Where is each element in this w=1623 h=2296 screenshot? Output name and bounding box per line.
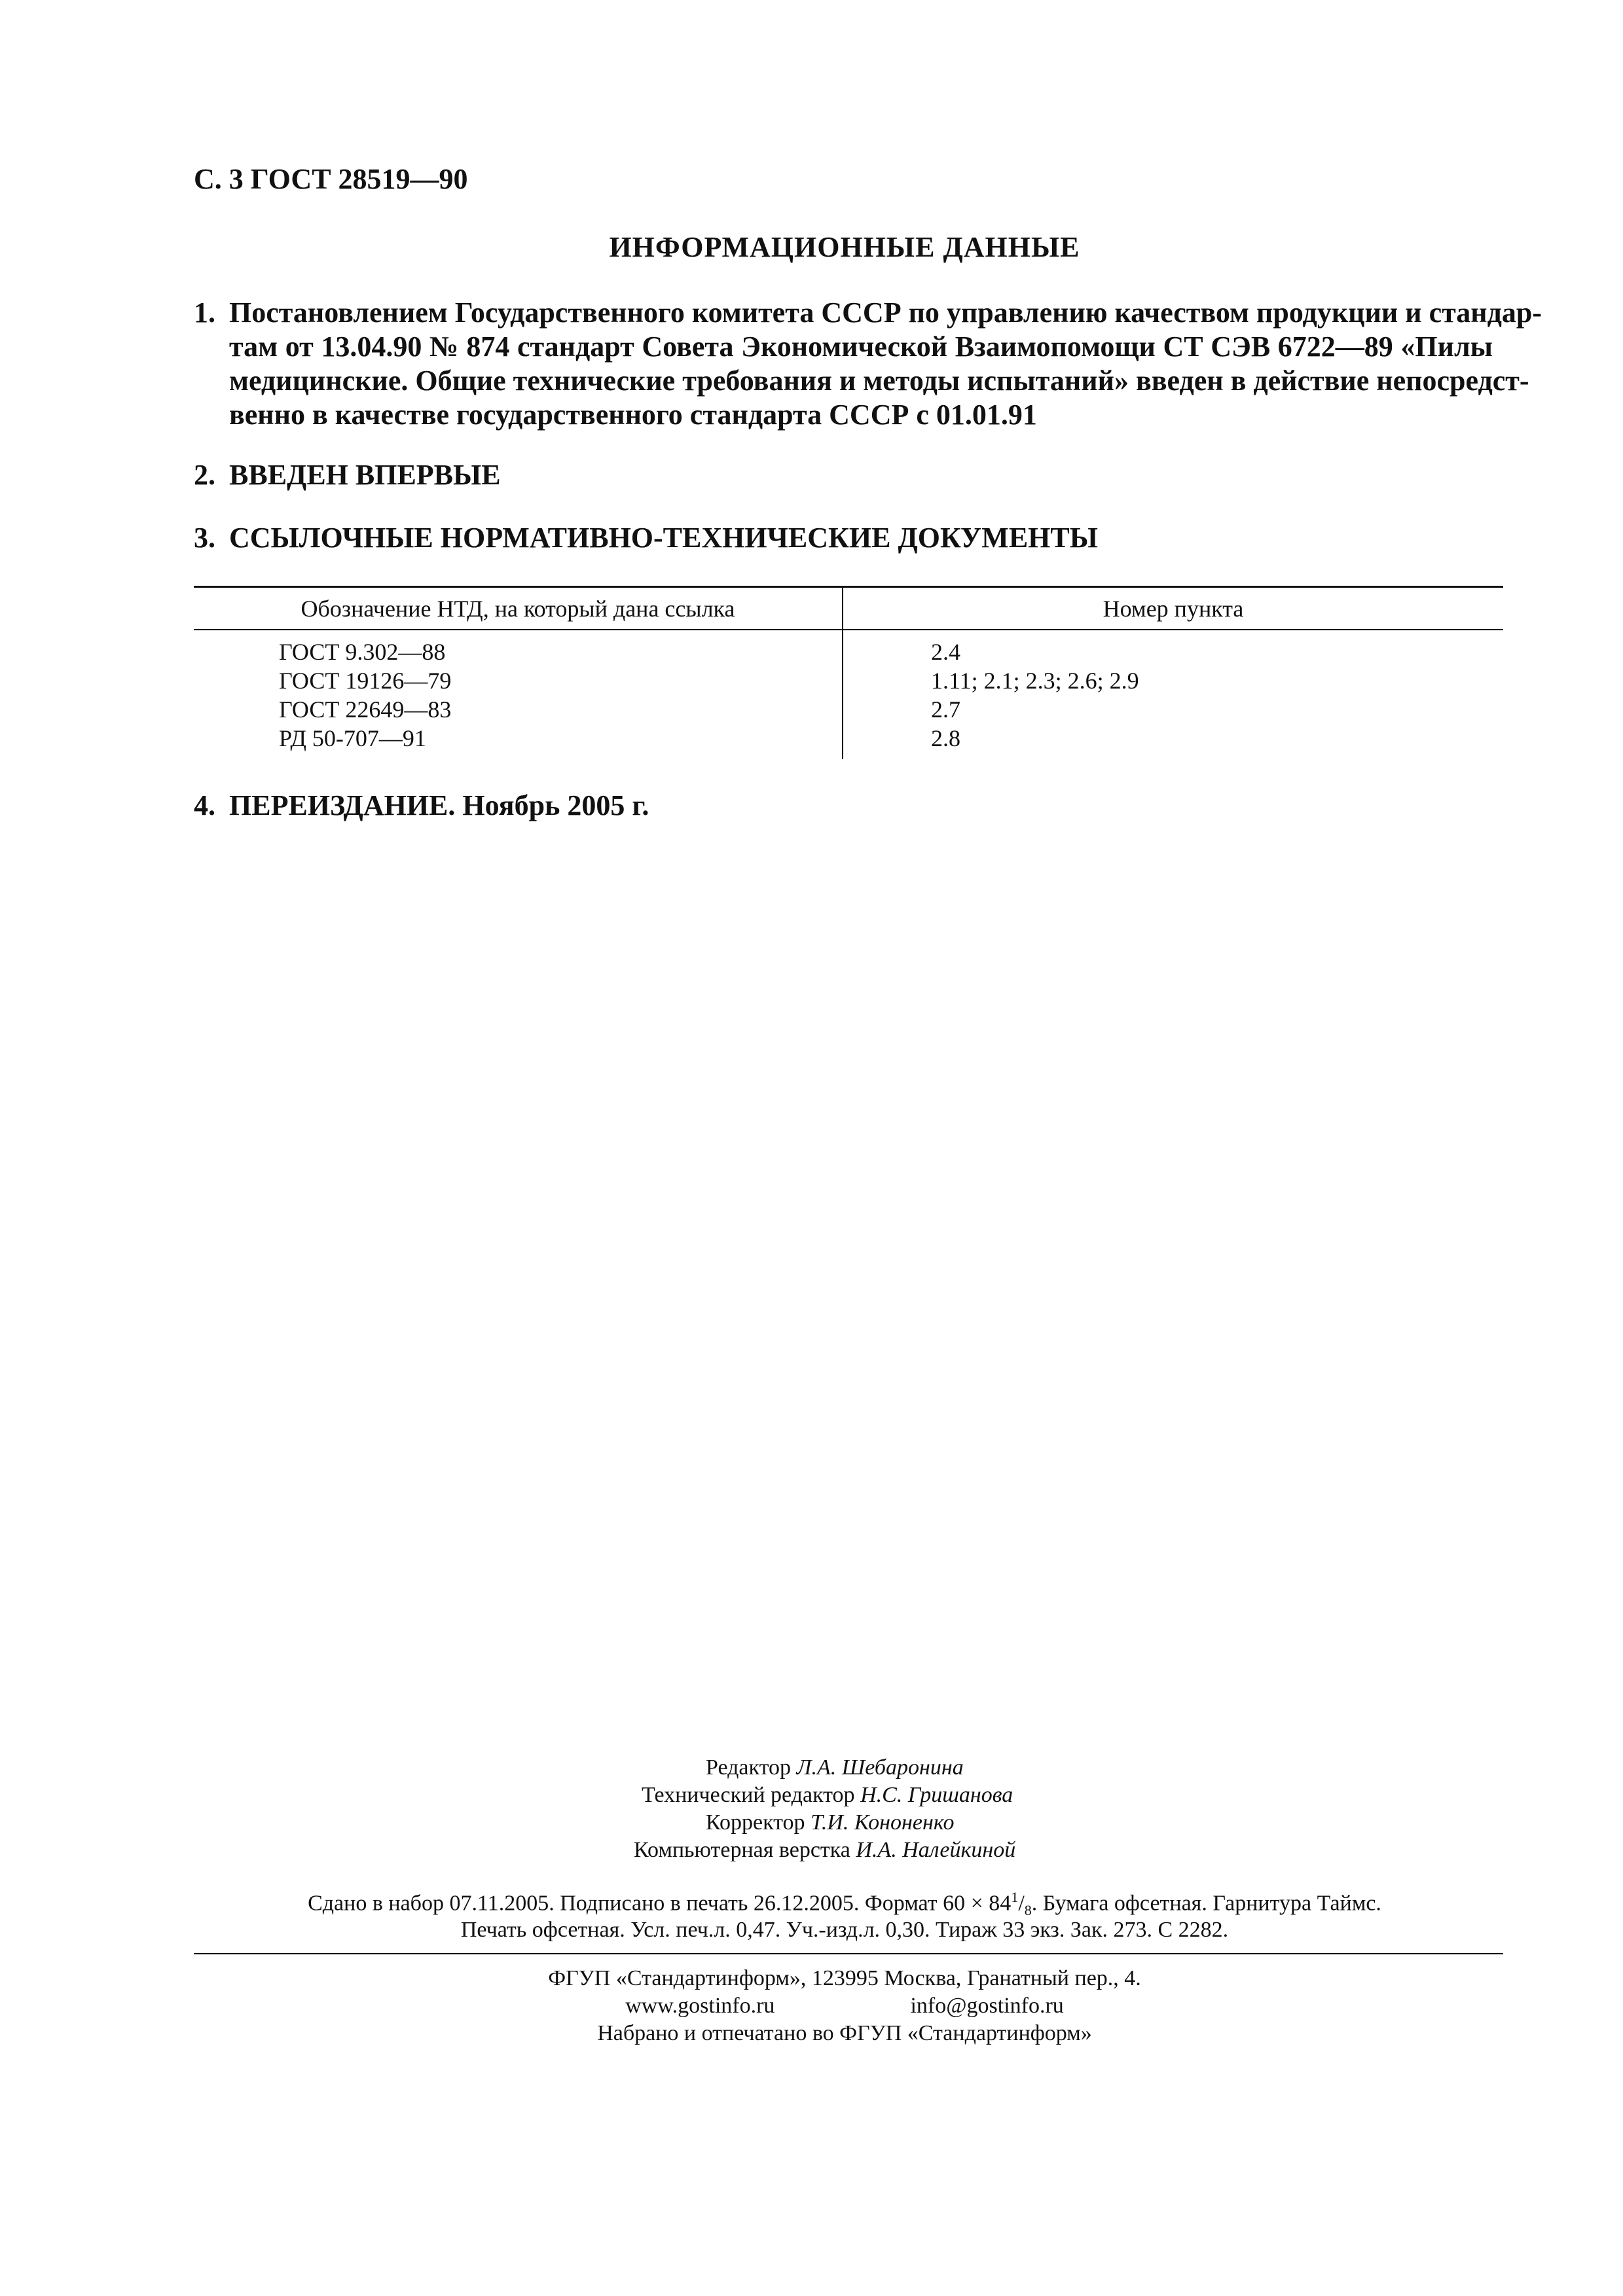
credit-name: Л.А. Шебаронина <box>796 1755 964 1780</box>
table-cell-clause: 2.4 <box>931 639 960 665</box>
imprint-divider <box>194 1953 1503 1954</box>
publisher-website: www.gostinfo.ru <box>625 1994 775 2018</box>
table-cell-doc: РД 50-707—91 <box>279 725 426 751</box>
table-header-designation: Обозначение НТД, на который дана ссылка <box>301 596 735 622</box>
table-header-rule <box>194 629 1503 630</box>
paragraph-1 <box>194 296 1542 440</box>
credit-role: Компьютерная верстка <box>634 1838 850 1862</box>
table-header-clause: Номер пункта <box>1103 596 1244 622</box>
table-cell-doc: ГОСТ 9.302—88 <box>279 639 446 665</box>
paragraph-1-number: 1. <box>194 296 215 329</box>
table-cell-clause: 1.11; 2.1; 2.3; 2.6; 2.9 <box>931 668 1139 694</box>
credit-technical-editor <box>642 1783 1013 1808</box>
publisher-contacts <box>0 1994 1623 2022</box>
print-info-text: . Бумага офсетная. Гарнитура Таймс. <box>1031 1891 1381 1916</box>
credit-name: Т.И. Кононенко <box>811 1810 955 1835</box>
table-cell-doc: ГОСТ 22649—83 <box>279 696 452 723</box>
page-header: С. 3 ГОСТ 28519—90 <box>194 163 468 195</box>
paragraph-4-number: 4. <box>194 789 215 821</box>
credit-name: И.А. Налейкиной <box>856 1838 1016 1862</box>
credit-name: Н.С. Гришанова <box>860 1783 1013 1807</box>
paragraph-1-line-3: медицинские. Общие технические требования и методы испытаний» введен в действие непосредст- <box>229 365 1529 397</box>
paragraph-3 <box>194 521 1372 560</box>
paragraph-1-line-1: Постановлением Государственного комитета СССР по управлению качеством продукции и стандар- <box>229 296 1542 329</box>
print-info-line-2: Печать офсетная. Усл. печ.л. 0,47. Уч.-изд.л. 0,30. Тираж 33 экз. Зак. 273. С 2282. <box>460 1918 1229 1942</box>
credit-proofreader <box>706 1810 954 1835</box>
paragraph-4 <box>194 789 979 828</box>
paragraph-2 <box>194 458 848 497</box>
format-subscript: 8 <box>1024 1902 1032 1919</box>
section-title: ИНФОРМАЦИОННЫЕ ДАННЫЕ <box>609 231 1080 263</box>
paragraph-3-text: ССЫЛОЧНЫЕ НОРМАТИВНО-ТЕХНИЧЕСКИЕ ДОКУМЕНТЫ <box>229 522 1098 554</box>
credit-role: Корректор <box>706 1810 805 1835</box>
print-info-line-1: Сдано в набор 07.11.2005. Подписано в печать 26.12.2005. Формат $60 \times 84^1/_8$. Бумага офсетная. Гарнитура Таймс. <box>308 1889 1381 1919</box>
paragraph-4-text: ПЕРЕИЗДАНИЕ. Ноябрь 2005 г. <box>229 789 649 821</box>
publisher-printed-by: Набрано и отпечатано во ФГУП «Стандартинформ» <box>597 2021 1092 2045</box>
publisher-address: ФГУП «Стандартинформ», 123995 Москва, Гранатный пер., 4. <box>548 1966 1141 1990</box>
reference-table <box>194 586 1503 759</box>
credit-role: Редактор <box>706 1755 791 1780</box>
credit-role: Технический редактор <box>642 1783 855 1807</box>
paragraph-3-number: 3. <box>194 522 215 554</box>
print-info-text: Сдано в набор 07.11.2005. Подписано в печать 26.12.2005. Формат 60 × 84 <box>308 1891 1012 1916</box>
credit-editor <box>706 1755 964 1780</box>
table-cell-clause: 2.7 <box>931 696 960 723</box>
credit-typesetting <box>634 1838 1015 1863</box>
publisher-email: info@gostinfo.ru <box>910 1994 1064 2018</box>
format-superscript: 1 <box>1011 1889 1019 1905</box>
table-cell-clause: 2.8 <box>931 725 960 751</box>
paragraph-2-text: ВВЕДЕН ВПЕРВЫЕ <box>229 459 501 491</box>
table-top-rule <box>194 586 1503 588</box>
table-cell-doc: ГОСТ 19126—79 <box>279 668 452 694</box>
paragraph-1-line-4: венно в качестве государственного стандарта СССР с 01.01.91 <box>229 399 1037 431</box>
paragraph-1-line-2: там от 13.04.90 № 874 стандарт Совета Экономической Взаимопомощи СТ СЭВ 6722—89 «Пилы <box>229 331 1493 363</box>
paragraph-2-number: 2. <box>194 459 215 491</box>
